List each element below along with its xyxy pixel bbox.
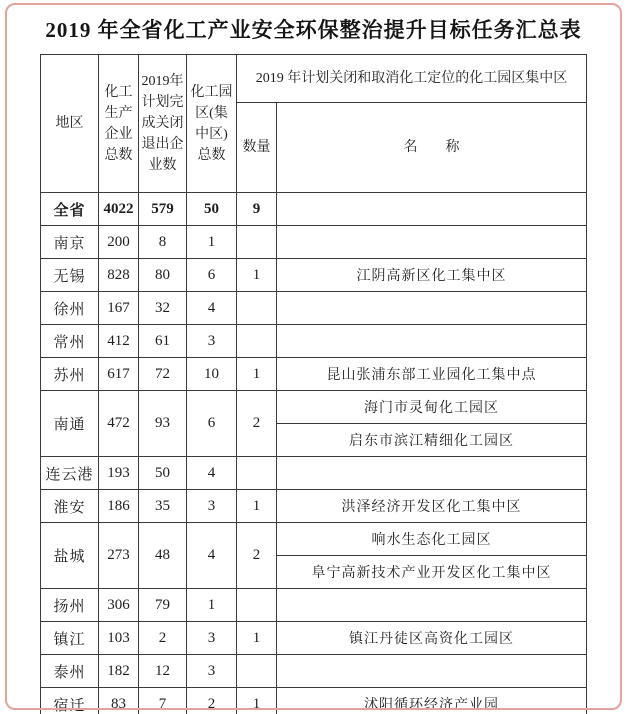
parks-cell: 10 (187, 358, 237, 391)
region-cell: 连云港 (41, 457, 99, 490)
name-cell: 镇江丹徒区高资化工园区 (277, 622, 587, 655)
header-quantity: 数量 (237, 103, 277, 193)
quantity-cell (237, 325, 277, 358)
enterprises-cell: 103 (99, 622, 139, 655)
name-cell (277, 193, 587, 226)
parks-cell: 1 (187, 589, 237, 622)
closures-cell: 7 (139, 688, 187, 714)
quantity-cell: 1 (237, 688, 277, 714)
table-row (41, 391, 587, 424)
region-cell: 盐城 (41, 523, 99, 589)
table-header (41, 55, 587, 193)
region-cell: 淮安 (41, 490, 99, 523)
table-row (41, 193, 587, 226)
closures-cell: 35 (139, 490, 187, 523)
quantity-cell: 1 (237, 490, 277, 523)
parks-cell: 4 (187, 523, 237, 589)
table-row (41, 358, 587, 391)
name-cell (277, 325, 587, 358)
name-cell: 启东市滨江精细化工园区 (277, 424, 587, 457)
parks-cell: 3 (187, 325, 237, 358)
table-row (41, 226, 587, 259)
name-cell (277, 655, 587, 688)
parks-cell: 6 (187, 259, 237, 292)
enterprises-cell: 617 (99, 358, 139, 391)
parks-cell: 4 (187, 457, 237, 490)
table-row (41, 490, 587, 523)
enterprises-cell: 193 (99, 457, 139, 490)
header-row-top (41, 55, 587, 103)
name-cell: 昆山张浦东部工业园化工集中点 (277, 358, 587, 391)
parks-cell: 6 (187, 391, 237, 457)
header-name: 名 称 (277, 103, 587, 193)
region-cell: 泰州 (41, 655, 99, 688)
name-cell: 江阴高新区化工集中区 (277, 259, 587, 292)
table-row (41, 523, 587, 556)
region-cell: 无锡 (41, 259, 99, 292)
enterprises-cell: 167 (99, 292, 139, 325)
enterprises-cell: 182 (99, 655, 139, 688)
header-region: 地区 (41, 55, 99, 193)
table-row (41, 325, 587, 358)
closures-cell: 80 (139, 259, 187, 292)
parks-cell: 1 (187, 226, 237, 259)
header-closures: 2019年计划完成关闭退出企业数 (139, 55, 187, 193)
summary-table (40, 54, 587, 714)
parks-cell: 3 (187, 655, 237, 688)
region-cell: 扬州 (41, 589, 99, 622)
enterprises-cell: 200 (99, 226, 139, 259)
name-cell: 阜宁高新技术产业开发区化工集中区 (277, 556, 587, 589)
closures-cell: 12 (139, 655, 187, 688)
closures-cell: 79 (139, 589, 187, 622)
region-cell: 苏州 (41, 358, 99, 391)
region-cell: 南通 (41, 391, 99, 457)
parks-cell: 3 (187, 490, 237, 523)
closures-cell: 48 (139, 523, 187, 589)
parks-cell: 4 (187, 292, 237, 325)
closures-cell: 93 (139, 391, 187, 457)
name-cell (277, 226, 587, 259)
name-cell: 沭阳循环经济产业园 (277, 688, 587, 714)
region-cell: 南京 (41, 226, 99, 259)
page-title: 2019 年全省化工产业安全环保整治提升目标任务汇总表 (45, 18, 582, 42)
quantity-cell: 2 (237, 523, 277, 589)
region-cell: 镇江 (41, 622, 99, 655)
closures-cell: 72 (139, 358, 187, 391)
table-row (41, 655, 587, 688)
table-row (41, 457, 587, 490)
region-cell: 宿迁 (41, 688, 99, 714)
region-cell: 全省 (41, 193, 99, 226)
table-row (41, 622, 587, 655)
name-cell (277, 292, 587, 325)
parks-cell: 3 (187, 622, 237, 655)
closures-cell: 8 (139, 226, 187, 259)
closures-cell: 2 (139, 622, 187, 655)
closures-cell: 579 (139, 193, 187, 226)
name-cell (277, 457, 587, 490)
closures-cell: 32 (139, 292, 187, 325)
quantity-cell: 1 (237, 358, 277, 391)
region-cell: 常州 (41, 325, 99, 358)
quantity-cell (237, 457, 277, 490)
name-cell: 洪泽经济开发区化工集中区 (277, 490, 587, 523)
name-cell: 响水生态化工园区 (277, 523, 587, 556)
region-cell: 徐州 (41, 292, 99, 325)
table-row (41, 292, 587, 325)
quantity-cell (237, 589, 277, 622)
enterprises-cell: 186 (99, 490, 139, 523)
quantity-cell: 9 (237, 193, 277, 226)
header-parks: 化工园区(集中区)总数 (187, 55, 237, 193)
header-enterprises: 化工生产企业总数 (99, 55, 139, 193)
header-group: 2019 年计划关闭和取消化工定位的化工园区集中区 (237, 55, 587, 103)
table-row (41, 589, 587, 622)
name-cell: 海门市灵甸化工园区 (277, 391, 587, 424)
closures-cell: 50 (139, 457, 187, 490)
enterprises-cell: 828 (99, 259, 139, 292)
enterprises-cell: 83 (99, 688, 139, 714)
enterprises-cell: 4022 (99, 193, 139, 226)
enterprises-cell: 306 (99, 589, 139, 622)
enterprises-cell: 412 (99, 325, 139, 358)
quantity-cell: 2 (237, 391, 277, 457)
quantity-cell (237, 226, 277, 259)
parks-cell: 50 (187, 193, 237, 226)
quantity-cell (237, 655, 277, 688)
table-row (41, 259, 587, 292)
name-cell (277, 589, 587, 622)
parks-cell: 2 (187, 688, 237, 714)
enterprises-cell: 273 (99, 523, 139, 589)
closures-cell: 61 (139, 325, 187, 358)
quantity-cell (237, 292, 277, 325)
table-body (41, 193, 587, 714)
quantity-cell: 1 (237, 259, 277, 292)
quantity-cell: 1 (237, 622, 277, 655)
enterprises-cell: 472 (99, 391, 139, 457)
table-row (41, 688, 587, 714)
